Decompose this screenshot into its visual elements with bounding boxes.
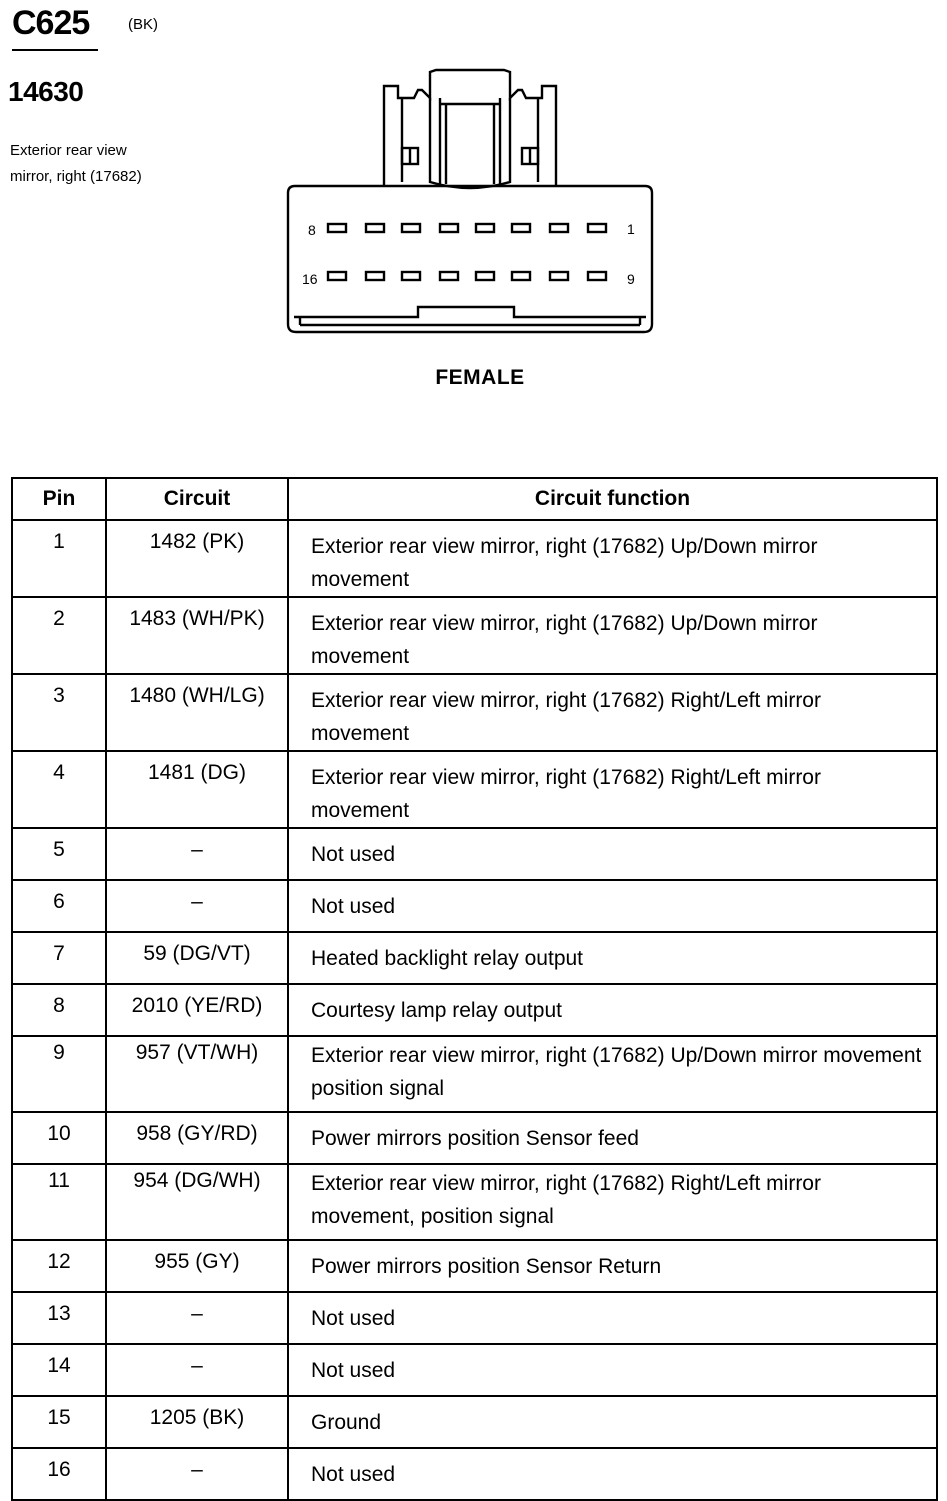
pin-cell: 3 <box>12 674 106 751</box>
function-cell <box>288 520 937 597</box>
pin-label-16: 16 <box>302 271 318 287</box>
pin-cell: 14 <box>12 1344 106 1396</box>
table-row <box>12 1240 937 1292</box>
connector-face-diagram <box>280 62 670 342</box>
pin-cell: 9 <box>12 1036 106 1112</box>
circuit-cell: 954 (DG/WH) <box>106 1164 288 1240</box>
function-cell: Not used <box>288 880 937 932</box>
component-description <box>10 138 200 190</box>
pin-cell: 15 <box>12 1396 106 1448</box>
function-cell: Not used <box>288 1292 937 1344</box>
circuit-cell: 1482 (PK) <box>106 520 288 597</box>
pin-cell: 16 <box>12 1448 106 1500</box>
function-cell: Heated backlight relay output <box>288 932 937 984</box>
function-cell: Exterior rear view mirror, right (17682) Right/Left mirror movement, position signal <box>288 1164 937 1240</box>
circuit-cell: – <box>106 880 288 932</box>
pin-cell: 8 <box>12 984 106 1036</box>
function-cell <box>288 597 937 674</box>
pin-function-table <box>11 477 938 1501</box>
function-cell: Not used <box>288 828 937 880</box>
function-text: Exterior rear view mirror, right (17682) Up/Down mirror movement <box>311 535 818 591</box>
circuit-cell: 1205 (BK) <box>106 1396 288 1448</box>
function-cell <box>288 751 937 828</box>
pin-cell: 4 <box>12 751 106 828</box>
function-cell: Power mirrors position Sensor feed <box>288 1112 937 1164</box>
function-text: Exterior rear view mirror, right (17682) Right/Left mirror movement <box>311 689 821 745</box>
table-row <box>12 1344 937 1396</box>
header-pin: Pin <box>12 478 106 520</box>
function-text: Exterior rear view mirror, right (17682) Up/Down mirror movement <box>311 612 818 668</box>
table-row <box>12 932 937 984</box>
table-row <box>12 1112 937 1164</box>
header-circuit-function: Circuit function <box>288 478 937 520</box>
function-cell: Power mirrors position Sensor Return <box>288 1240 937 1292</box>
circuit-cell: 1481 (DG) <box>106 751 288 828</box>
pin-cell: 13 <box>12 1292 106 1344</box>
function-cell: Not used <box>288 1344 937 1396</box>
function-cell: Ground <box>288 1396 937 1448</box>
circuit-cell: – <box>106 1292 288 1344</box>
pin-label-9: 9 <box>627 271 635 287</box>
table-row <box>12 828 937 880</box>
circuit-cell: 1483 (WH/PK) <box>106 597 288 674</box>
pin-cell: 10 <box>12 1112 106 1164</box>
table-row <box>12 1396 937 1448</box>
description-line-2: mirror, right (17682) <box>10 168 142 185</box>
table-row <box>12 1292 937 1344</box>
pin-cell: 11 <box>12 1164 106 1240</box>
part-number: 14630 <box>8 76 84 107</box>
circuit-cell: 957 (VT/WH) <box>106 1036 288 1112</box>
table-row <box>12 597 937 674</box>
pin-row-bottom <box>328 272 606 280</box>
pin-label-8: 8 <box>308 222 316 238</box>
function-cell: Courtesy lamp relay output <box>288 984 937 1036</box>
connector-id-underline <box>12 49 98 51</box>
pin-cell: 5 <box>12 828 106 880</box>
header-circuit: Circuit <box>106 478 288 520</box>
pin-cell: 7 <box>12 932 106 984</box>
pin-label-1: 1 <box>627 221 635 237</box>
circuit-cell: 955 (GY) <box>106 1240 288 1292</box>
table-row <box>12 751 937 828</box>
connector-latch <box>440 98 500 184</box>
circuit-cell: – <box>106 828 288 880</box>
circuit-cell: 1480 (WH/LG) <box>106 674 288 751</box>
connector-gender-label: FEMALE <box>435 366 525 389</box>
connector-lock-tower <box>384 70 556 186</box>
table-row <box>12 520 937 597</box>
connector-body-outline <box>288 186 652 332</box>
connector-id: C625 <box>12 4 90 42</box>
function-cell: Not used <box>288 1448 937 1500</box>
pin-cell: 6 <box>12 880 106 932</box>
connector-color: (BK) <box>128 16 158 33</box>
table-row <box>12 880 937 932</box>
description-line-1: Exterior rear view <box>10 142 127 159</box>
table-row <box>12 674 937 751</box>
pin-row-top <box>328 224 606 232</box>
function-cell: Exterior rear view mirror, right (17682) Up/Down mirror movement position signal <box>288 1036 937 1112</box>
table-row <box>12 1036 937 1112</box>
circuit-cell: – <box>106 1448 288 1500</box>
circuit-cell: 958 (GY/RD) <box>106 1112 288 1164</box>
connector-lower-rail <box>294 307 646 317</box>
table-row <box>12 1448 937 1500</box>
function-cell <box>288 674 937 751</box>
table-row <box>12 1164 937 1240</box>
circuit-cell: 59 (DG/VT) <box>106 932 288 984</box>
pin-cell: 2 <box>12 597 106 674</box>
table-row <box>12 984 937 1036</box>
pin-cell: 12 <box>12 1240 106 1292</box>
circuit-cell: 2010 (YE/RD) <box>106 984 288 1036</box>
table-header-row <box>12 478 937 520</box>
pin-cell: 1 <box>12 520 106 597</box>
function-text: Exterior rear view mirror, right (17682) Right/Left mirror movement <box>311 766 821 822</box>
circuit-cell: – <box>106 1344 288 1396</box>
